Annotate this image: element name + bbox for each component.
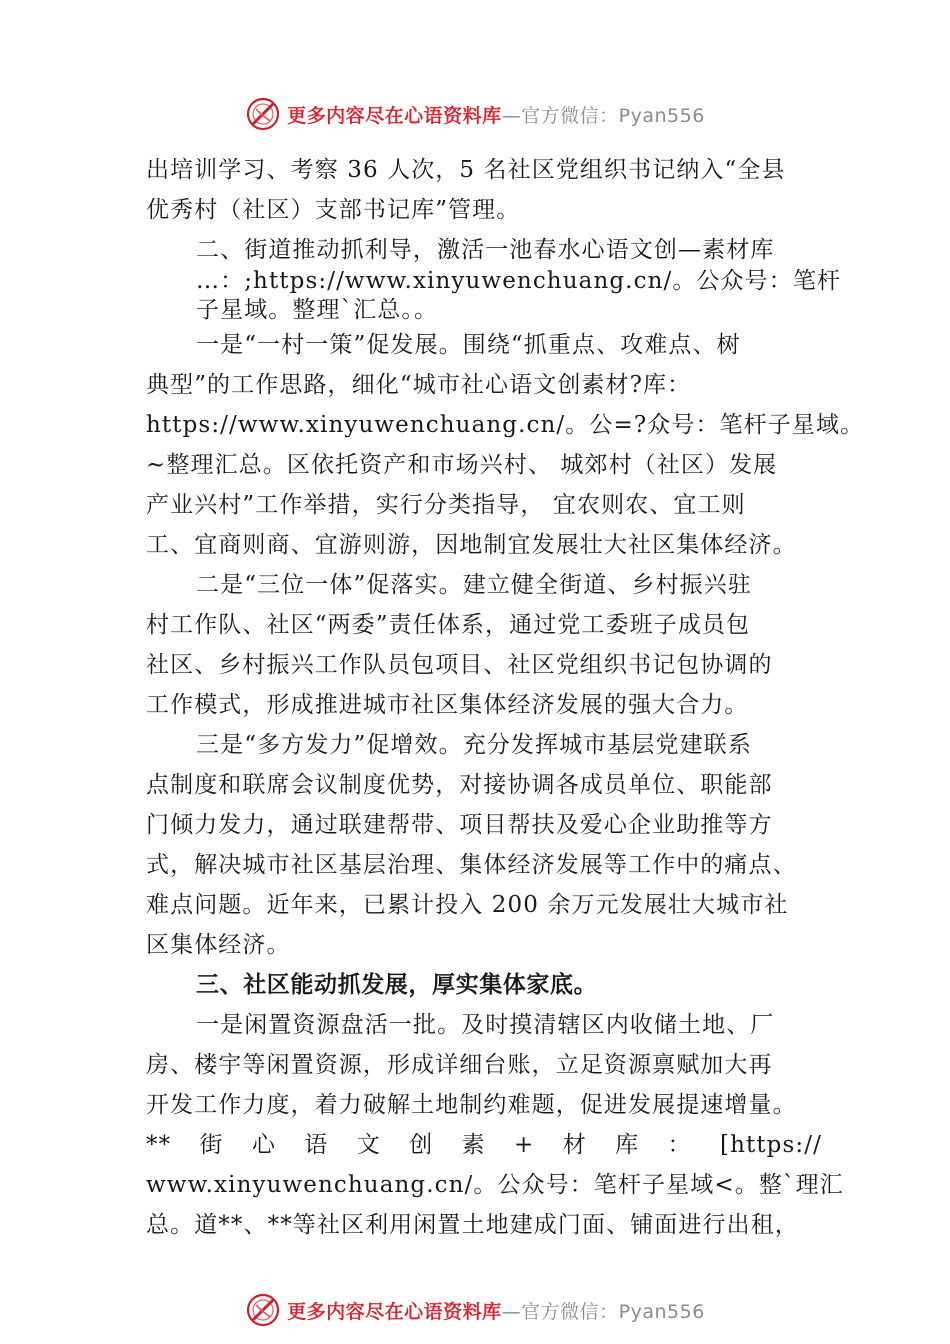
paragraph-line: 难点问题。近年来，已累计投入 200 余万元发展壮大城市社 xyxy=(146,892,789,918)
justified-char: 素 xyxy=(461,1132,486,1158)
paragraph-line: 子星域。整理`汇总。。 xyxy=(196,297,439,323)
paragraph-line: 工、宜商则商、宜游则游，因地制宜发展壮大社区集体经济。 xyxy=(146,532,797,558)
justified-char: 街 xyxy=(199,1132,224,1158)
paragraph-line: 开发工作力度，着力破解土地制约难题，促进发展提速增量。 xyxy=(146,1092,797,1118)
justified-line xyxy=(146,1125,822,1165)
paragraph-line: 一是闲置资源盘活一批。及时摸清辖区内收储土地、厂 xyxy=(196,1012,775,1038)
banner-wechat-text: —官方微信：Pyan556 xyxy=(501,104,705,127)
banner-library-text: 更多内容尽在心语资料库 xyxy=(287,104,502,127)
justified-char: ** xyxy=(146,1132,172,1158)
paragraph-line: 门倾力发力，通过联建帮带、项目帮扶及爱心企业助推等方 xyxy=(146,812,773,838)
seal-logo-icon xyxy=(245,96,281,132)
paragraph-line: 优秀村（社区）支部书记库”管理。 xyxy=(146,197,521,223)
paragraph-line: https://www.xinyuwenchuang.cn/。公=?众号：笔杆子星域。 xyxy=(146,412,865,438)
paragraph-line: 式，解决城市社区基层治理、集体经济发展等工作中的痛点、 xyxy=(146,852,797,878)
paragraph-line: 点制度和联席会议制度优势，对接协调各成员单位、职能部 xyxy=(146,772,773,798)
justified-char: 语 xyxy=(304,1132,329,1158)
watermark-banner-top xyxy=(0,94,950,134)
watermark-banner-bottom xyxy=(0,1290,950,1330)
paragraph-line: 社区、乡村振兴工作队员包项目、社区党组织书记包协调的 xyxy=(146,652,773,678)
paragraph-line: 村工作队、社区“两委”责任体系，通过党工委班子成员包 xyxy=(146,612,751,638)
justified-char: 创 xyxy=(409,1132,434,1158)
paragraph-line: 三是“多方发力”促增效。充分发挥城市基层党建联系 xyxy=(196,732,752,758)
paragraph-line: 产业兴村”工作举措，实行分类指导， 宜农则农、宜工则 xyxy=(146,492,746,518)
paragraph-line: ~整理汇总。区依托资产和市场兴村、 城郊村（社区）发展 xyxy=(146,452,778,478)
seal-logo-icon xyxy=(245,1292,281,1328)
justified-char: [https:// xyxy=(720,1132,822,1158)
justified-char: 文 xyxy=(356,1132,381,1158)
justified-char: 心 xyxy=(251,1132,277,1158)
justified-char: ： xyxy=(667,1132,692,1158)
section-heading-line: 二、街道推动抓利导，激活一池春水心语文创—素材库 xyxy=(196,237,775,263)
paragraph-line: www.xinyuwenchuang.cn/。公众号：笔杆子星域<。整`理汇 xyxy=(146,1172,844,1198)
paragraph-line: 工作模式，形成推进城市社区集体经济发展的强大合力。 xyxy=(146,692,749,718)
paragraph-line: 房、楼宇等闲置资源，形成详细台账，立足资源禀赋加大再 xyxy=(146,1052,773,1078)
paragraph-line: 出培训学习、考察 36 人次，5 名社区党组织书记纳入“全县 xyxy=(146,157,786,183)
document-body xyxy=(146,150,865,1245)
paragraph-line: 总。道**、**等社区利用闲置土地建成门面、铺面进行出租， xyxy=(146,1212,799,1238)
paragraph-line: 二是“三位一体”促落实。建立健全街道、乡村振兴驻 xyxy=(196,572,752,598)
paragraph-line: 一是“一村一策”促发展。围绕“抓重点、攻难点、树 xyxy=(196,332,741,358)
justified-char: + xyxy=(514,1132,535,1158)
banner-wechat-text: —官方微信：Pyan556 xyxy=(501,1300,705,1323)
paragraph-line: 区集体经济。 xyxy=(146,932,291,958)
justified-char: 材 xyxy=(562,1132,587,1158)
justified-char: 库 xyxy=(615,1132,640,1158)
section-heading-3: 三、社区能动抓发展，厚实集体家底。 xyxy=(196,972,598,998)
paragraph-line: …：;https://www.xinyuwenchuang.cn/。公众号：笔杆 xyxy=(196,268,842,294)
paragraph-line: 典型”的工作思路，细化“城市社心语文创素材?库： xyxy=(146,372,692,398)
banner-library-text: 更多内容尽在心语资料库 xyxy=(287,1300,502,1323)
